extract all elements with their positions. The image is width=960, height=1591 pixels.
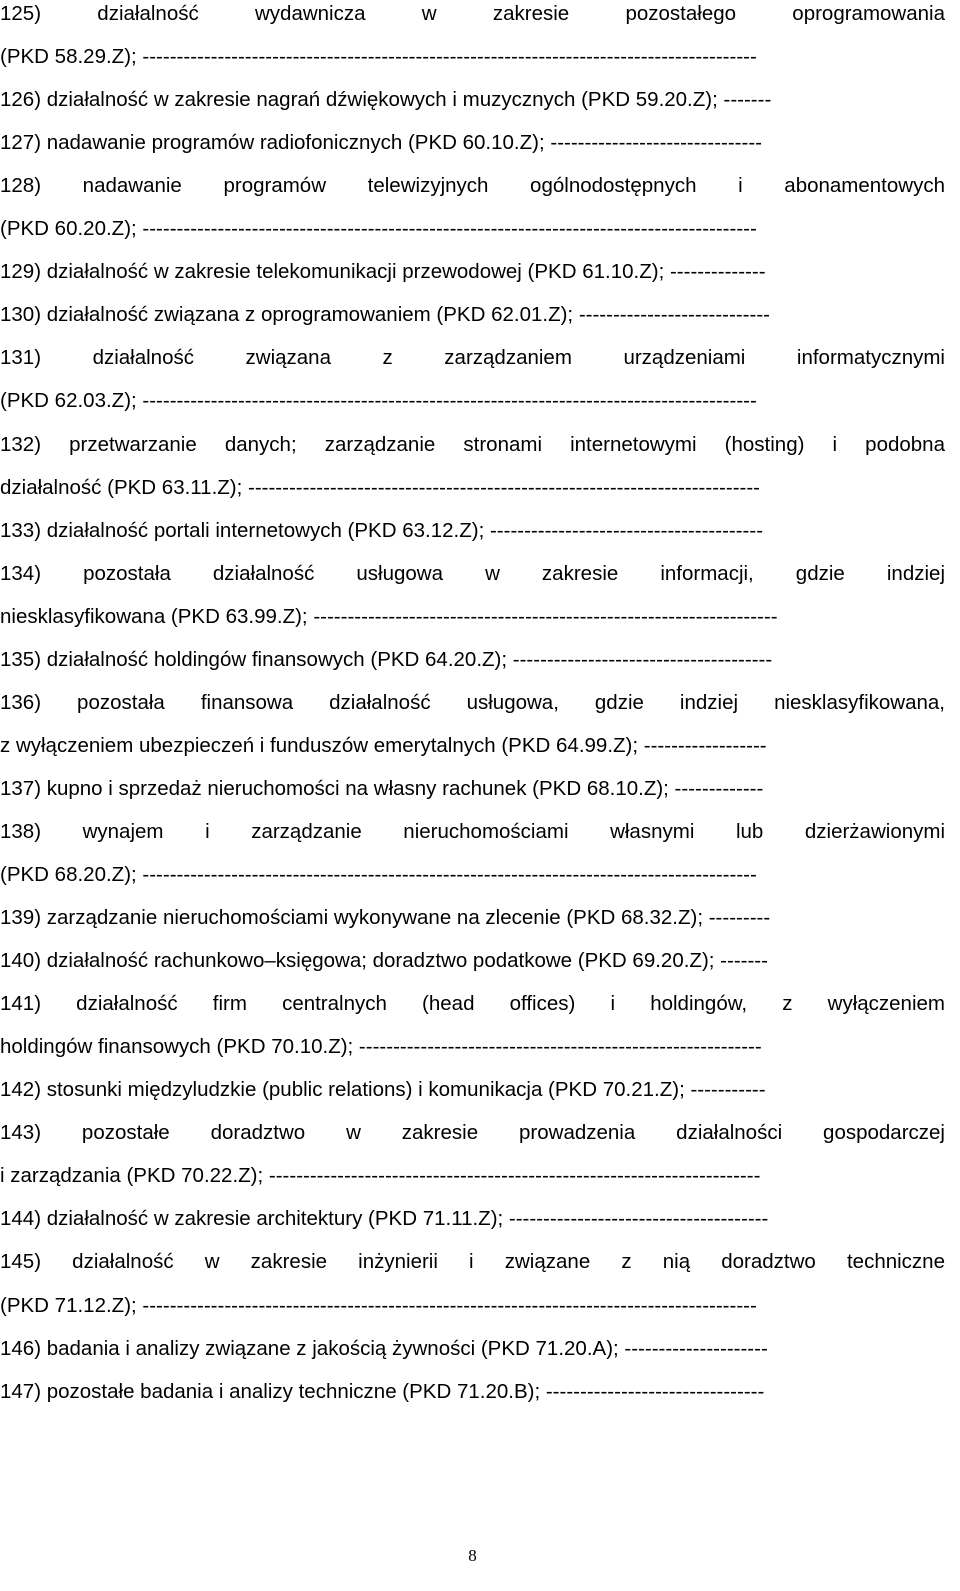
document-line: 147) pozostałe badania i analizy techniczne (PKD 71.20.B); -------------------------------- xyxy=(0,1379,765,1403)
document-line: 145) działalność w zakresie inżynierii i związane z nią doradztwo techniczne xyxy=(0,1250,945,1274)
document-line: (PKD 58.29.Z); ------------------------------------------------------------------------------------------ xyxy=(0,45,757,69)
document-line: działalność (PKD 63.11.Z); --------------------------------------------------------------------------- xyxy=(0,475,761,499)
document-line: 144) działalność w zakresie architektury (PKD 71.11.Z); -------------------------------------- xyxy=(0,1207,769,1231)
document-line: 138) wynajem i zarządzanie nieruchomościami własnymi lub dzierżawionymi xyxy=(0,819,945,843)
document-line: (PKD 68.20.Z); ------------------------------------------------------------------------------------------ xyxy=(0,863,757,886)
document-line: (PKD 60.20.Z); ------------------------------------------------------------------------------------------ xyxy=(0,217,757,241)
document-line: (PKD 62.03.Z); ------------------------------------------------------------------------------------------ xyxy=(0,389,757,413)
document-line: 126) działalność w zakresie nagrań dźwiękowych i muzycznych (PKD 59.20.Z); ------- xyxy=(0,88,772,112)
document-line: 125) działalność wydawnicza w zakresie pozostałego oprogramowania xyxy=(0,2,945,25)
document-line: 134) pozostała działalność usługowa w zakresie informacji, gdzie indziej xyxy=(0,561,945,585)
document-line: 140) działalność rachunkowo–księgowa; doradztwo podatkowe (PKD 69.20.Z); ------- xyxy=(0,949,768,973)
document-line: 136) pozostała finansowa działalność usługowa, gdzie indziej niesklasyfikowana, xyxy=(0,690,945,714)
page-number: 8 xyxy=(468,1546,477,1565)
document-line: 130) działalność związana z oprogramowaniem (PKD 62.01.Z); ---------------------------- xyxy=(0,303,770,327)
document-line: 141) działalność firm centralnych (head offices) i holdingów, z wyłączeniem xyxy=(0,992,945,1016)
document-line: 142) stosunki międzyludzkie (public relations) i komunikacja (PKD 70.21.Z); ----------- xyxy=(0,1078,766,1102)
document-line: holdingów finansowych (PKD 70.10.Z); ----------------------------------------------------------- xyxy=(0,1035,762,1059)
document-line: 139) zarządzanie nieruchomościami wykonywane na zlecenie (PKD 68.32.Z); --------- xyxy=(0,906,771,930)
document-line: 146) badania i analizy związane z jakością żywności (PKD 71.20.A); --------------------- xyxy=(0,1336,768,1360)
document-line: 128) nadawanie programów telewizyjnych ogólnodostępnych i abonamentowych xyxy=(0,174,945,198)
document-line: 127) nadawanie programów radiofonicznych (PKD 60.10.Z); ------------------------------- xyxy=(0,131,762,155)
document-line: 132) przetwarzanie danych; zarządzanie stronami internetowymi (hosting) i podobna xyxy=(0,432,945,456)
document-line: 143) pozostałe doradztwo w zakresie prowadzenia działalności gospodarczej xyxy=(0,1121,945,1145)
document-line: 129) działalność w zakresie telekomunikacji przewodowej (PKD 61.10.Z); -------------- xyxy=(0,260,766,284)
document-line: 137) kupno i sprzedaż nieruchomości na własny rachunek (PKD 68.10.Z); ------------- xyxy=(0,776,764,800)
document-line: 135) działalność holdingów finansowych (PKD 64.20.Z); -------------------------------------- xyxy=(0,647,773,671)
document-line: (PKD 71.12.Z); ------------------------------------------------------------------------------------------ xyxy=(0,1293,757,1317)
document-line: 133) działalność portali internetowych (PKD 63.12.Z); ---------------------------------------- xyxy=(0,518,764,542)
document-line: z wyłączeniem ubezpieczeń i funduszów emerytalnych (PKD 64.99.Z); ------------------ xyxy=(0,733,767,757)
document-line: i zarządzania (PKD 70.22.Z); ------------------------------------------------------------------------ xyxy=(0,1164,761,1188)
document-line: 131) działalność związana z zarządzaniem urządzeniami informatycznymi xyxy=(0,346,945,370)
document-line: niesklasyfikowana (PKD 63.99.Z); -------------------------------------------------------------------- xyxy=(0,604,778,628)
